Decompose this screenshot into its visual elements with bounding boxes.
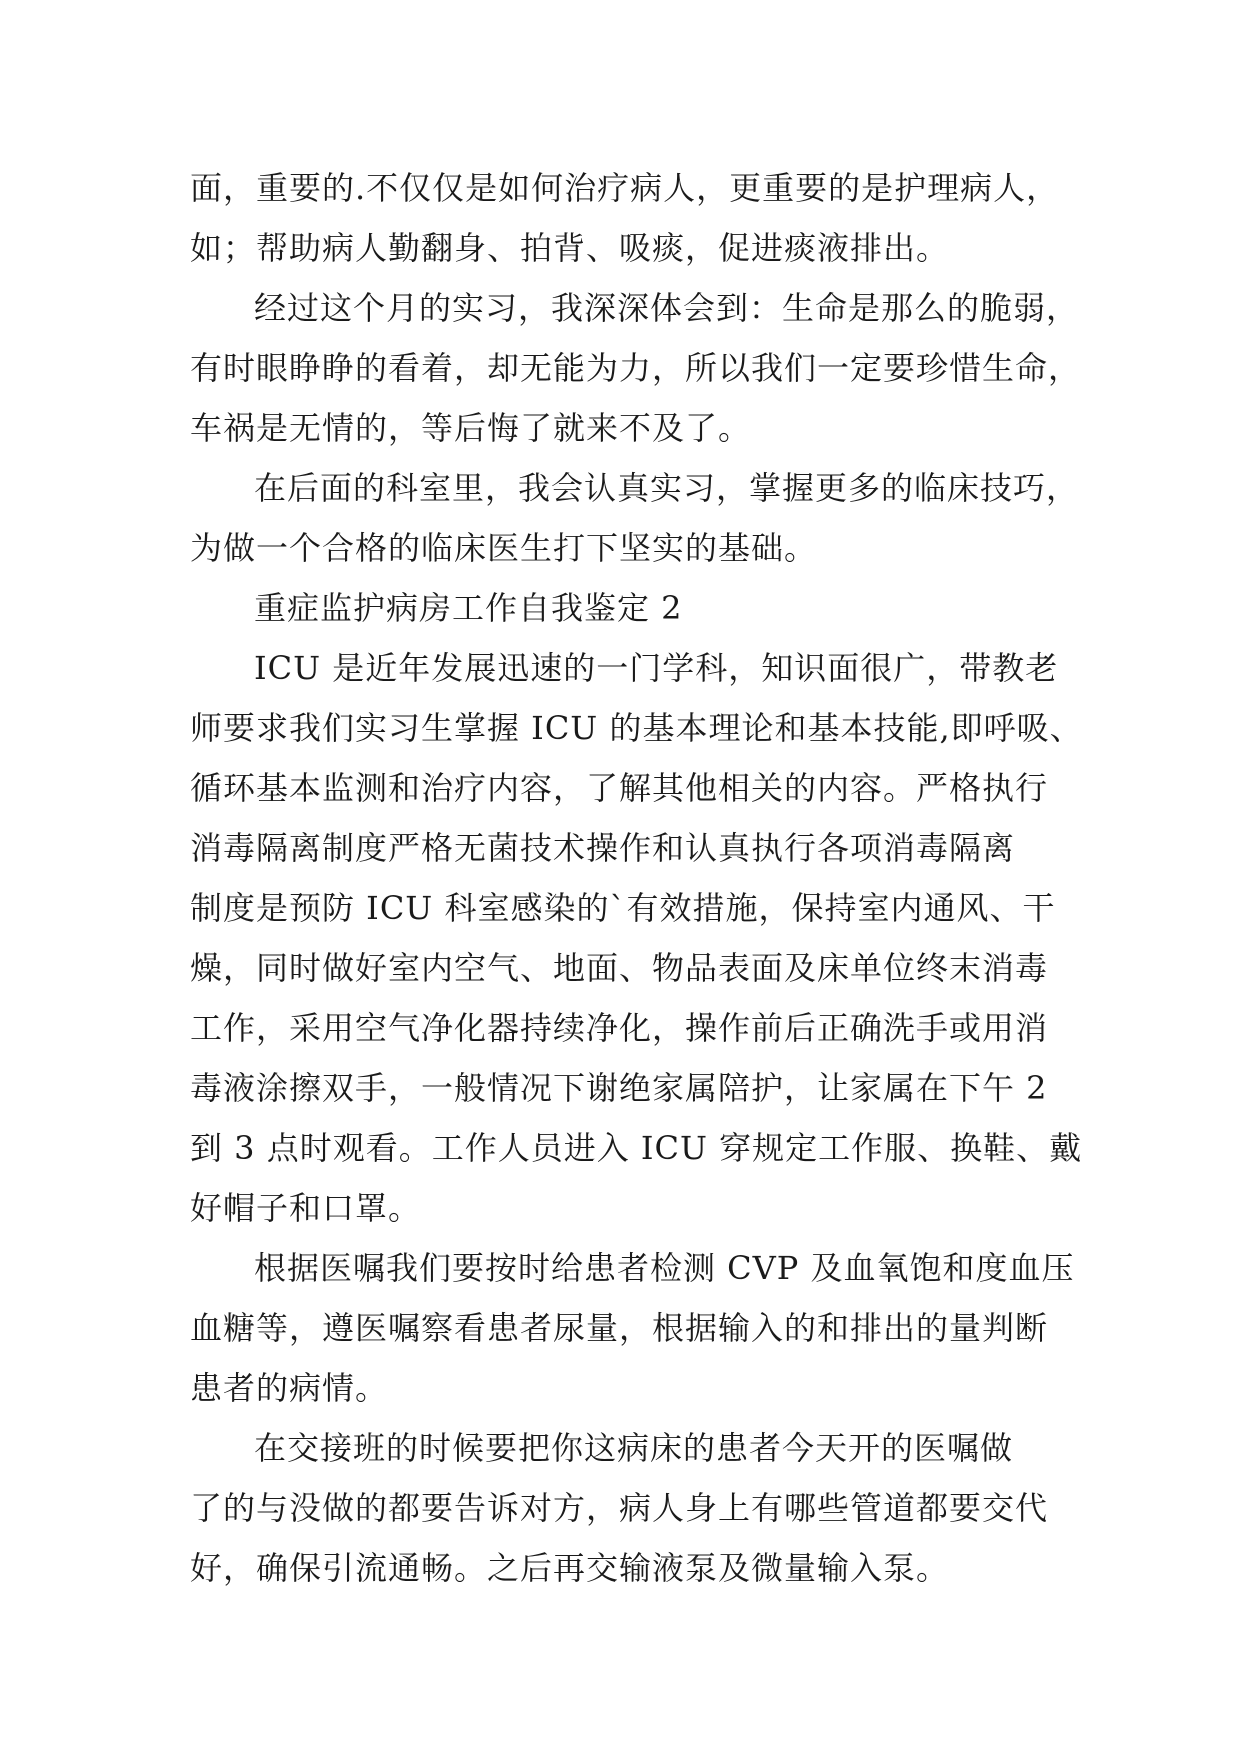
text-line: 有时眼睁睁的看着，却无能为力，所以我们一定要珍惜生命， — [190, 349, 1082, 387]
text-line: 患者的病情。 — [190, 1369, 389, 1407]
text-line: 制度是预防 ICU 科室感染的`有效措施，保持室内通风、干 — [190, 889, 1056, 927]
text-line: 好帽子和口罩。 — [190, 1189, 422, 1227]
text-line: 燥，同时做好室内空气、地面、物品表面及床单位终末消毒 — [190, 949, 1049, 987]
text-line: 循环基本监测和治疗内容，了解其他相关的内容。严格执行 — [190, 769, 1049, 807]
text-line: 血糖等，遵医嘱察看患者尿量，根据输入的和排出的量判断 — [190, 1309, 1049, 1347]
text-line: 了的与没做的都要告诉对方，病人身上有哪些管道都要交代 — [190, 1489, 1049, 1527]
text-line: 在交接班的时候要把你这病床的患者今天开的医嘱做 — [254, 1429, 1014, 1467]
text-line: 重症监护病房工作自我鉴定 2 — [254, 589, 683, 627]
text-line: 在后面的科室里，我会认真实习，掌握更多的临床技巧， — [254, 469, 1080, 507]
text-line: 工作，采用空气净化器持续净化，操作前后正确洗手或用消 — [190, 1009, 1049, 1047]
text-line: 面，重要的.不仅仅是如何治疗病人，更重要的是护理病人， — [190, 169, 1060, 207]
text-line: 好，确保引流通畅。之后再交输液泵及微量输入泵。 — [190, 1549, 950, 1587]
text-line: 毒液涂擦双手，一般情况下谢绝家属陪护，让家属在下午 2 — [190, 1069, 1048, 1107]
text-line: 经过这个月的实习，我深深体会到：生命是那么的脆弱， — [254, 289, 1080, 327]
text-line: 消毒隔离制度严格无菌技术操作和认真执行各项消毒隔离 — [190, 829, 1016, 867]
text-line: 如；帮助病人勤翻身、拍背、吸痰，促进痰液排出。 — [190, 229, 950, 267]
text-line: 车祸是无情的，等后悔了就来不及了。 — [190, 409, 752, 447]
text-line: 师要求我们实习生掌握 ICU 的基本理论和基本技能,即呼吸、 — [190, 709, 1083, 747]
text-line: 到 3 点时观看。工作人员进入 ICU 穿规定工作服、换鞋、戴 — [190, 1129, 1083, 1167]
document-body — [190, 158, 1083, 1598]
text-line: 为做一个合格的临床医生打下坚实的基础。 — [190, 529, 818, 567]
text-line: 根据医嘱我们要按时给患者检测 CVP 及血氧饱和度血压 — [254, 1249, 1075, 1287]
text-line: ICU 是近年发展迅速的一门学科，知识面很广，带教老 — [254, 649, 1059, 687]
